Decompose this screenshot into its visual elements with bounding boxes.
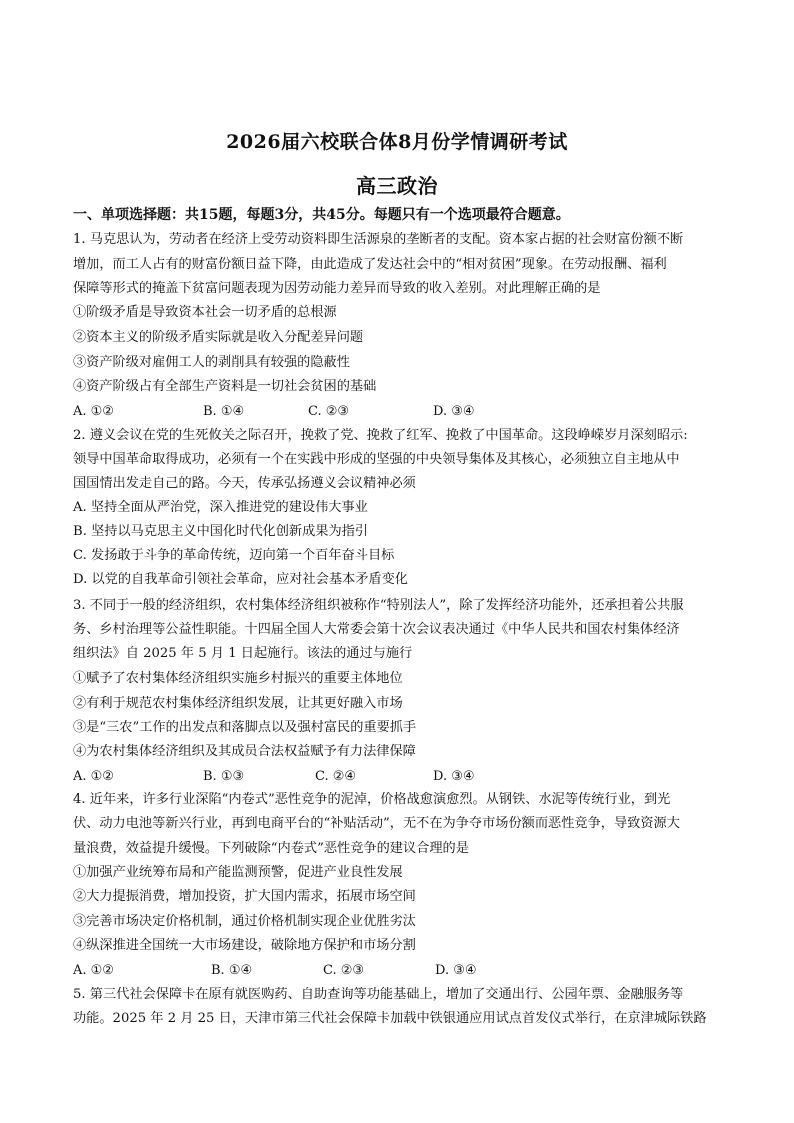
question-3-stem-line-1: 3. 不同于一般的经济组织，农村集体经济组织被称作“特别法人”，除了发挥经济功能外，还承担着公共服 <box>73 598 684 613</box>
question-3-option-1: ①赋予了农村集体经济组织实施乡村振兴的重要主体地位 <box>73 671 403 686</box>
question-3-choice-b: B. ①③ <box>203 769 245 784</box>
question-1-stem-line-1: 1. 马克思认为，劳动者在经济上受劳动资料即生活源泉的垄断者的支配。资本家占据的社会财富份额不断 <box>73 232 684 247</box>
question-3-stem-line-2: 务、乡村治理等公益性职能。十四届全国人大常委会第十次会议表决通过《中华人民共和国农村集体经济 <box>73 622 680 637</box>
question-2-stem-line-2: 领导中国革命取得成功，必须有一个在实践中形成的坚强的中央领导集体及其核心，必须独立自主地从中 <box>73 452 680 467</box>
question-4-choice-d: D. ③④ <box>435 963 477 978</box>
section-heading: 一、单项选择题：共15题，每题3分，共45分。每题只有一个选项最符合题意。 <box>73 207 570 223</box>
question-4-choice-c: C. ②③ <box>323 963 365 978</box>
question-5-stem-line-1: 5. 第三代社会保障卡在原有就医购药、自助查询等功能基础上，增加了交通出行、公园年票、金融服务等 <box>73 987 684 1002</box>
question-1-option-3: ③资产阶级对雇佣工人的剥削具有较强的隐蔽性 <box>73 355 350 370</box>
question-3-stem-line-3: 组织法》自 2025 年 5 月 1 日起施行。该法的通过与施行 <box>73 646 413 661</box>
question-2-option-b: B. 坚持以马克思主义中国化时代化创新成果为指引 <box>73 524 369 539</box>
question-3-choice-c: C. ②④ <box>315 769 357 784</box>
question-1-option-4: ④资产阶级占有全部生产资料是一切社会贫困的基础 <box>73 379 377 394</box>
question-4-option-2: ②大力提振消费，增加投资，扩大国内需求，拓展市场空间 <box>73 889 416 904</box>
question-3-choice-a: A. ①② <box>73 769 114 784</box>
question-3-option-3: ③是“三农”工作的出发点和落脚点以及强村富民的重要抓手 <box>73 720 417 735</box>
exam-title: 2026届六校联合体8月份学情调研考试 <box>226 131 568 153</box>
question-1-stem-line-3: 保障等形式的掩盖下贫富问题表现为因劳动能力差异而导致的收入差别。对此理解正确的是 <box>73 281 601 296</box>
question-2-option-c: C. 发扬敢于斗争的革命传统，迈向第一个百年奋斗目标 <box>73 548 395 563</box>
question-4-choice-b: B. ①④ <box>211 963 253 978</box>
question-3-option-4: ④为农村集体经济组织及其成员合法权益赋予有力法律保障 <box>73 744 416 759</box>
question-3-option-2: ②有利于规范农村集体经济组织发展，让其更好融入市场 <box>73 696 403 711</box>
question-1-option-1: ①阶级矛盾是导致资本社会一切矛盾的总根源 <box>73 305 337 320</box>
question-1-option-2: ②资本主义的阶级矛盾实际就是收入分配差异问题 <box>73 330 364 345</box>
question-3-choice-d: D. ③④ <box>433 769 475 784</box>
question-4-option-3: ③完善市场决定价格机制，通过价格机制实现企业优胜劣汰 <box>73 914 416 929</box>
question-1-choice-a: A. ①② <box>73 404 114 419</box>
question-4-stem-line-2: 伏、动力电池等新兴行业，再到电商平台的“补贴活动”，无不在为争夺市场份额而恶性竞争，导致资源大 <box>73 816 680 831</box>
question-4-option-1: ①加强产业统筹布局和产能监测预警，促进产业良性发展 <box>73 865 403 880</box>
question-1-choice-b: B. ①④ <box>203 404 245 419</box>
question-4-choice-a: A. ①② <box>73 963 114 978</box>
question-4-stem-line-3: 量浪费，效益提升缓慢。下列破除“内卷式”恶性竞争的建议合理的是 <box>73 841 469 856</box>
question-2-stem-line-3: 国国情出发走自己的路。今天，传承弘扬遵义会议精神必须 <box>73 476 416 491</box>
question-4-option-4: ④纵深推进全国统一大市场建设，破除地方保护和市场分割 <box>73 938 416 953</box>
question-2-stem-line-1: 2. 遵义会议在党的生死攸关之际召开，挽救了党、挽救了红军、挽救了中国革命。这段峥嵘岁月深刻昭示: <box>73 428 688 443</box>
question-2-option-d: D. 以党的自我革命引领社会革命，应对社会基本矛盾变化 <box>73 572 408 587</box>
question-4-stem-line-1: 4. 近年来，许多行业深陷“内卷式”恶性竞争的泥淖，价格战愈演愈烈。从钢铁、水泥等传统行业，到光 <box>73 792 671 807</box>
question-5-stem-line-2: 功能。2025 年 2 月 25 日，天津市第三代社会保障卡加载中铁银通应用试点首发仪式举行，在京津城际铁路 <box>73 1011 707 1026</box>
question-1-stem-line-2: 增加，而工人占有的财富份额日益下降，由此造成了发达社会中的“相对贫困”现象。在劳动报酬、福利 <box>73 257 667 272</box>
question-1-choice-d: D. ③④ <box>433 404 475 419</box>
question-1-choice-c: C. ②③ <box>308 404 350 419</box>
exam-subject: 高三政治 <box>356 174 438 198</box>
question-2-option-a: A. 坚持全面从严治党，深入推进党的建设伟大事业 <box>73 500 368 515</box>
